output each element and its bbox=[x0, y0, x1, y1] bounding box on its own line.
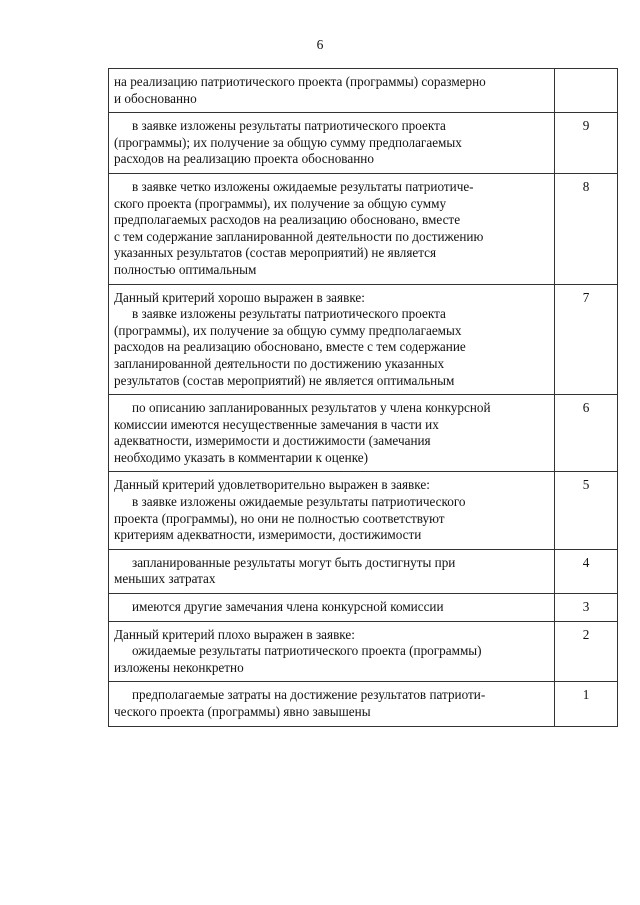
criteria-score bbox=[555, 69, 618, 113]
criteria-text-line: (программы); их получение за общую сумму предполагаемых bbox=[114, 134, 462, 150]
criteria-row bbox=[109, 395, 618, 472]
criteria-score: 7 bbox=[555, 284, 618, 395]
criteria-text-line: в заявке изложены ожидаемые результаты патриотического bbox=[132, 494, 466, 510]
criteria-text-line: комиссии имеются несущественные замечания в части их bbox=[114, 416, 439, 432]
criteria-text-line: полностью оптимальным bbox=[114, 261, 257, 277]
criteria-heading: Данный критерий плохо выражен в заявке: bbox=[114, 626, 355, 642]
criteria-description-cell bbox=[109, 395, 555, 472]
criteria-row bbox=[109, 69, 618, 113]
criteria-row bbox=[109, 113, 618, 174]
criteria-row bbox=[109, 284, 618, 395]
criteria-text-line: имеются другие замечания члена конкурсной комиссии bbox=[132, 599, 444, 615]
criteria-text-line: предполагаемых расходов на реализацию обосновано, вместе bbox=[114, 212, 461, 228]
criteria-text-line: ожидаемые результаты патриотического проекта (программы) bbox=[132, 643, 482, 659]
criteria-table bbox=[108, 68, 618, 727]
criteria-score: 9 bbox=[555, 113, 618, 174]
criteria-score: 5 bbox=[555, 472, 618, 549]
criteria-score: 8 bbox=[555, 173, 618, 284]
criteria-score: 3 bbox=[555, 594, 618, 622]
criteria-text-line: запланированной деятельности по достижению указанных bbox=[114, 355, 445, 371]
criteria-row bbox=[109, 682, 618, 726]
criteria-description-cell bbox=[109, 549, 555, 593]
criteria-text-line: критериям адекватности, измеримости, достижимости bbox=[114, 527, 422, 543]
criteria-text-line: в заявке изложены результаты патриотического проекта bbox=[132, 306, 446, 322]
criteria-text-line: расходов на реализацию обосновано, вместе с тем содержание bbox=[114, 339, 466, 355]
criteria-text-line: указанных результатов (состав мероприятий) не является bbox=[114, 245, 437, 261]
criteria-description-cell bbox=[109, 284, 555, 395]
criteria-description-cell bbox=[109, 594, 555, 622]
criteria-text-line: ского проекта (программы), их получение за общую сумму bbox=[114, 195, 447, 211]
criteria-score: 6 bbox=[555, 395, 618, 472]
criteria-description-cell bbox=[109, 621, 555, 682]
criteria-text-line: ческого проекта (программы) явно завышены bbox=[114, 704, 371, 719]
criteria-text-line: на реализацию патриотического проекта (программы) соразмерно bbox=[114, 74, 486, 89]
criteria-text-line: меньших затратах bbox=[114, 571, 216, 587]
page-number: 6 bbox=[316, 37, 324, 52]
criteria-text-line: проекта (программы), но они не полностью соответствуют bbox=[114, 510, 445, 526]
criteria-row bbox=[109, 472, 618, 549]
criteria-score: 4 bbox=[555, 549, 618, 593]
criteria-row bbox=[109, 549, 618, 593]
criteria-row bbox=[109, 594, 618, 622]
criteria-score: 2 bbox=[555, 621, 618, 682]
criteria-row bbox=[109, 621, 618, 682]
criteria-text-line: расходов на реализацию проекта обоснованно bbox=[114, 151, 374, 167]
criteria-text-line: результатов (состав мероприятий) не является оптимальным bbox=[114, 372, 455, 388]
criteria-description-cell bbox=[109, 173, 555, 284]
criteria-description-cell bbox=[109, 69, 555, 113]
criteria-heading: Данный критерий хорошо выражен в заявке: bbox=[114, 289, 365, 305]
criteria-text-line: необходимо указать в комментарии к оценке) bbox=[114, 449, 369, 465]
criteria-text-line: адекватности, измеримости и достижимости (замечания bbox=[114, 433, 431, 449]
criteria-text-line: в заявке изложены результаты патриотического проекта bbox=[132, 118, 446, 134]
criteria-description-cell bbox=[109, 682, 555, 726]
criteria-text-line: и обоснованно bbox=[114, 90, 197, 106]
criteria-table-body bbox=[109, 69, 618, 727]
criteria-description-cell bbox=[109, 472, 555, 549]
criteria-text-line: по описанию запланированных результатов у члена конкурсной bbox=[132, 400, 491, 416]
criteria-description-cell bbox=[109, 113, 555, 174]
criteria-text-line: изложены неконкретно bbox=[114, 659, 244, 675]
criteria-text-line: запланированные результаты могут быть достигнуты при bbox=[132, 554, 456, 570]
criteria-row bbox=[109, 173, 618, 284]
criteria-text-line: предполагаемые затраты на достижение результатов патриоти- bbox=[132, 687, 486, 703]
criteria-text-line: (программы), их получение за общую сумму предполагаемых bbox=[114, 322, 462, 338]
criteria-text-line: с тем содержание запланированной деятельности по достижению bbox=[114, 228, 484, 244]
criteria-text-line: в заявке четко изложены ожидаемые результаты патриотиче- bbox=[132, 178, 474, 194]
criteria-heading: Данный критерий удовлетворительно выражен в заявке: bbox=[114, 477, 430, 493]
criteria-score: 1 bbox=[555, 682, 618, 726]
